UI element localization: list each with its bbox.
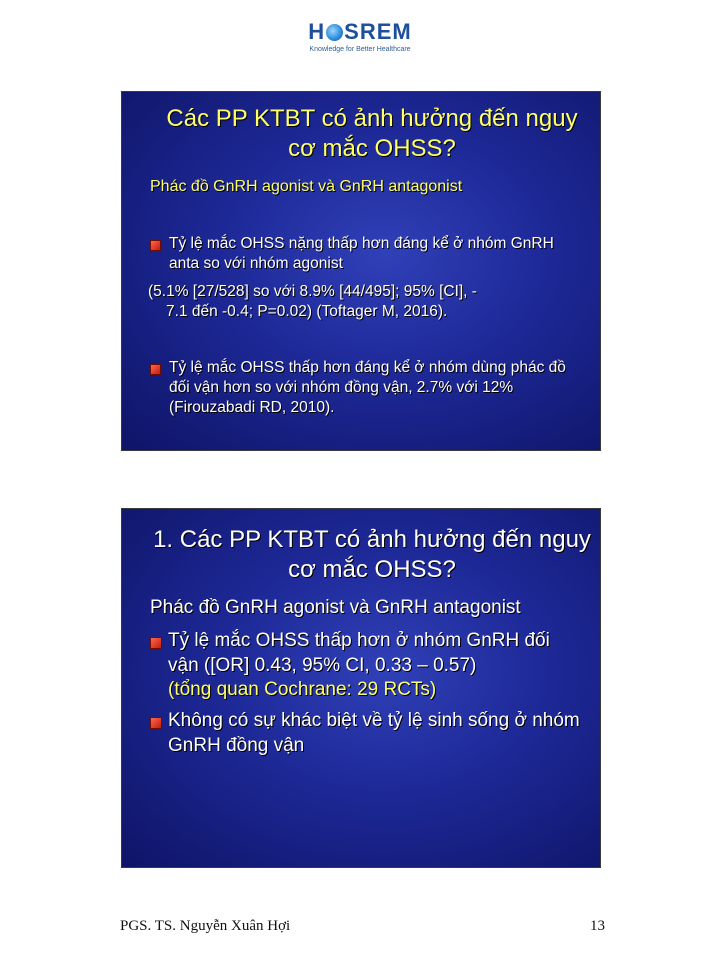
cochrane-highlight: (tổng quan Cochrane: 29 RCTs) <box>168 679 437 701</box>
slide-1 <box>121 91 601 451</box>
page-number: 13 <box>590 918 605 934</box>
logo-text-end: SREM <box>344 19 412 44</box>
bullet-square-icon <box>150 240 161 251</box>
statistics-line-2: 7.1 đến -0.4; P=0.02) (Toftager M, 2016). <box>166 303 448 321</box>
bullet-square-icon <box>150 364 161 375</box>
logo-text-start: H <box>308 19 326 44</box>
bullet-text: Không có sự khác biệt về tỷ lệ sinh sống ở nhóm GnRH đồng vận <box>168 710 580 756</box>
slide-1-title: Các PP KTBT có ảnh hưởng đến nguy cơ mắc OHSS? <box>166 105 578 162</box>
bullet-text: Tỷ lệ mắc OHSS thấp hơn ở nhóm GnRH đối vận ([OR] 0.43, 95% CI, 0.33 – 0.57) <box>168 630 550 676</box>
slide-2-bullet-2 <box>150 709 580 758</box>
globe-icon <box>326 24 343 41</box>
bullet-square-icon <box>150 637 162 649</box>
slide-1-bullet-2 <box>150 358 570 418</box>
slide-2-title: 1. Các PP KTBT có ảnh hưởng đến nguy cơ mắc OHSS? <box>153 526 591 583</box>
logo-wordmark <box>300 20 420 44</box>
bullet-text: Tỷ lệ mắc OHSS nặng thấp hơn đáng kể ở nhóm GnRH anta so với nhóm agonist <box>169 235 554 273</box>
slide-2-bullet-1 <box>150 629 580 703</box>
bullet-square-icon <box>150 717 162 729</box>
footer-author: PGS. TS. Nguyễn Xuân Hợi <box>120 918 291 934</box>
slide-2 <box>121 508 601 868</box>
statistics-line-1: (5.1% [27/528] so với 8.9% [44/495]; 95% [CI], - <box>148 283 477 300</box>
slide-1-subtitle: Phác đồ GnRH agonist và GnRH antagonist <box>150 178 463 195</box>
hosrem-logo <box>300 20 420 60</box>
bullet-text: Tỷ lệ mắc OHSS thấp hơn đáng kể ở nhóm dùng phác đồ đối vận hơn so với nhóm đồng vận, 2.7% với 12% (Firouzabadi RD, 2010). <box>169 359 566 417</box>
slide-2-subtitle: Phác đồ GnRH agonist và GnRH antagonist <box>150 597 521 618</box>
slide-1-statistics-paragraph <box>148 282 578 322</box>
logo-tagline: Knowledge for Better Healthcare <box>309 46 411 53</box>
bullet-text-group <box>168 629 580 703</box>
slide-1-bullet-1 <box>150 234 570 274</box>
